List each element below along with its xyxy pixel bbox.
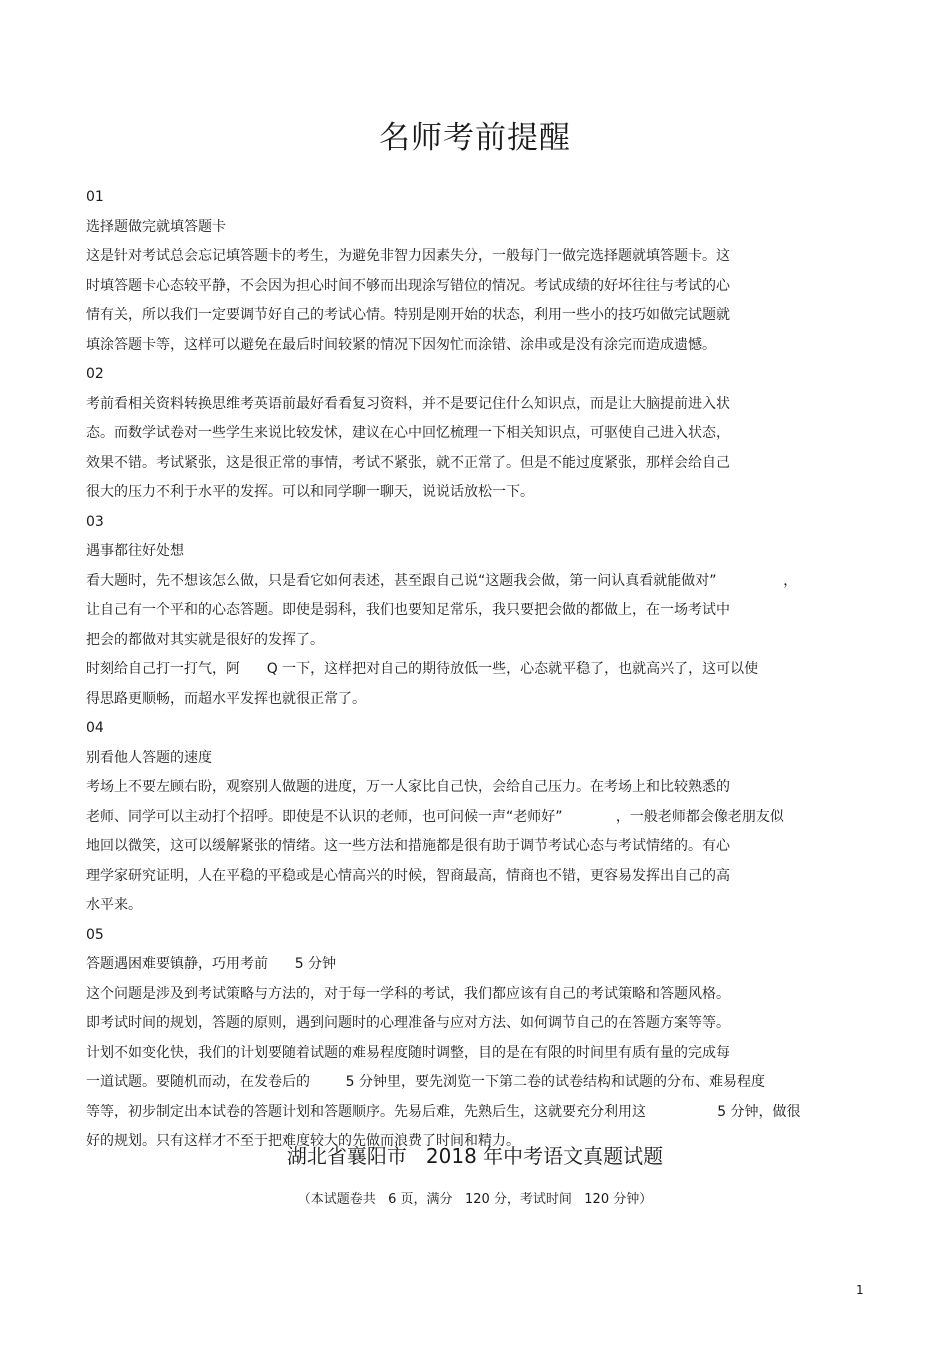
text-line: 答题遇困难要镇静，巧用考前 5 分钟	[86, 956, 337, 972]
text-line: 即考试时间的规划，答题的原则，遇到问题时的心理准备与应对方法、如何调节自己的在答题方案等等。	[86, 1015, 730, 1031]
text-line: 05	[86, 926, 104, 943]
text-line: 填涂答题卡等，这样可以避免在最后时间较紧的情况下因匆忙而涂错、涂串或是没有涂完而造成遗憾。	[86, 336, 716, 353]
text-line: 看大题时，先不想该怎么做，只是看它如何表述，甚至跟自己说“这题我会做，第一问认真看就能做对” ，	[86, 572, 798, 589]
page-title: 名师考前提醒	[379, 120, 571, 156]
text-line: 让自己有一个平和的心态答题。即使是弱科，我们也要知足常乐，我只要把会做的都做上，在一场考试中	[86, 602, 730, 618]
text-line: 效果不错。考试紧张，这是很正常的事情，考试不紧张，就不正常了。但是不能过度紧张，那样会给自己	[86, 454, 730, 471]
text-line: 别看他人答题的速度	[86, 749, 212, 766]
text-line: 情有关，所以我们一定要调节好自己的考试心情。特别是刚开始的状态，利用一些小的技巧如做完试题就	[86, 307, 730, 323]
text-line: 把会的都做对其实就是很好的发挥了。	[86, 631, 324, 648]
text-line: 考场上不要左顾右盼，观察别人做题的进度，万一人家比自己快，会给自己压力。在考场上和比较熟悉的	[86, 779, 730, 795]
text-line: 水平来。	[86, 897, 142, 913]
text-line: 这是针对考试总会忘记填答题卡的考生，为避免非智力因素失分，一般每门一做完选择题就填答题卡。这	[86, 248, 730, 264]
text-line: 时填答题卡心态较平静，不会因为担心时间不够而出现涂写错位的情况。考试成绩的好坏往往与考试的心	[86, 277, 730, 294]
text-line: 老师、同学可以主动打个招呼。即使是不认识的老师，也可问候一声“老师好” ，一般老师都会像老朋友似	[86, 808, 784, 825]
page-number: 1	[856, 1283, 864, 1297]
text-line: 等等，初步制定出本试卷的答题计划和答题顺序。先易后难，先熟后生，这就要充分利用这 5 分钟，做很	[86, 1103, 801, 1120]
text-line: 得思路更顺畅，而超水平发挥也就很正常了。	[86, 690, 366, 707]
text-line: 04	[86, 720, 104, 736]
text-line: 计划不如变化快，我们的计划要随着试题的难易程度随时调整，目的是在有限的时间里有质有量的完成每	[86, 1044, 730, 1061]
text-line: 理学家研究证明，人在平稳的平稳或是心情高兴的时候，智商最高，情商也不错，更容易发挥出自己的高	[86, 867, 730, 884]
text-line: 03	[86, 513, 104, 530]
text-line: 遇事都往好处想	[86, 543, 184, 559]
text-line: 考前看相关资料转换思维考英语前最好看看复习资料，并不是要记住什么知识点，而是让大脑提前进入状	[86, 395, 730, 412]
text-line: 02	[86, 366, 104, 382]
text-line: 一道试题。要随机而动，在发卷后的 5 分钟里，要先浏览一下第二卷的试卷结构和试题的分布、难易程度	[86, 1074, 765, 1090]
text-line: 选择题做完就填答题卡	[86, 218, 226, 235]
text-line: 好的规划。只有这样才不至于把难度较大的先做而浪费了时间和精力。	[86, 1133, 520, 1149]
text-line: 01	[86, 189, 104, 205]
text-line: 态。而数学试卷对一些学生来说比较发怵，建议在心中回忆梳理一下相关知识点，可驱使自己进入状态，	[86, 425, 730, 441]
text-line: 时刻给自己打一打气，阿 Q 一下，这样把对自己的期待放低一些，心态就平稳了，也就高兴了，这可以使	[86, 661, 759, 677]
exam-note: （本试题卷共 6 页，满分 120 分，考试时间 120 分钟）	[297, 1192, 653, 1207]
exam-title: 湖北省襄阳市 2018 年中考语文真题试题	[286, 1144, 664, 1168]
text-line: 地回以微笑，这可以缓解紧张的情绪。这一些方法和措施都是很有助于调节考试心态与考试情绪的。有心	[86, 838, 730, 854]
text-line: 这个问题是涉及到考试策略与方法的，对于每一学科的考试，我们都应该有自己的考试策略和答题风格。	[86, 985, 730, 1002]
text-line: 很大的压力不利于水平的发挥。可以和同学聊一聊天，说说话放松一下。	[86, 484, 534, 500]
